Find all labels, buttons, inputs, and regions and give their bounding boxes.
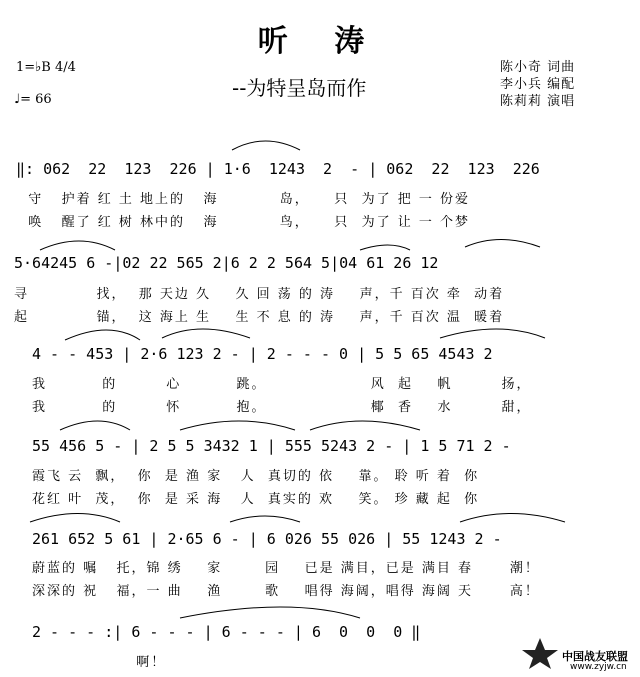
score-row-5-notes: 261 652 5 61 | 2·65 6 - | 6 026 55 026 | 55 1243 2 - [32,530,502,548]
score-row-3-notes: 4 - - 453 | 2·6 123 2 - | 2 - - - 0 | 5 5 65 4543 2 [32,345,493,363]
score-row-1-notes: ‖: 062 22 123 226 | 1·6 1243 2 - | 062 22 123 226 [16,160,540,178]
score-row-4-notes: 55 456 5 - | 2 5 5 3432 1 | 555 5243 2 - | 1 5 71 2 - [32,437,511,455]
score-row-6-notes: 2 - - - :| 6 - - - | 6 - - - | 6 0 0 0 ‖ [32,623,421,641]
tempo-marking: ♩= 66 [14,92,52,107]
score-row-3-lyrics-verse2: 我 的 怀 抱。 椰 香 水 甜， [32,400,532,415]
credit-singer: 陈莉莉 演唱 [500,94,576,109]
score-row-2-lyrics-verse2: 起 锚， 这 海上 生 生 不 息 的 涛 声，千 百次 温 暖着 [14,310,505,325]
song-subtitle: --为特呈岛而作 [232,76,367,100]
logo-text: 中国战友联盟 [562,650,628,663]
score-row-5-lyrics-verse1: 蔚蓝的 嘱 托，锦 绣 家 园 已是 满目，已是 满目 春 潮！ [32,561,540,576]
score-row-2-notes: 5·64245 6 -|02 22 565 2|6 2 2 564 5|04 61 26 12 [14,254,439,272]
score-row-3-lyrics-verse1: 我 的 心 跳。 风 起 帆 扬， [32,377,532,392]
score-row-1-lyrics-verse2: 唤 醒了 红 树 林中的 海 鸟， 只 为了 让 一 个梦 [16,215,470,230]
score-row-1-lyrics-verse1: 守 护着 红 土 地上的 海 岛， 只 为了 把 一 份爱 [16,192,470,207]
score-row-4-lyrics-verse2: 花红 叶 茂， 你 是 采 海 人 真实的 欢 笑。 珍 藏 起 你 [32,492,480,507]
credit-arranger: 李小兵 编配 [500,77,576,92]
song-title: 听 涛 [257,24,383,59]
score-row-6-lyrics-verse1: 啊！ [32,655,167,670]
score-row-4-lyrics-verse1: 霞飞 云 飘， 你 是 渔 家 人 真切的 依 靠。 聆 听 着 你 [32,469,480,484]
key-signature: 1=♭B 4/4 [16,60,76,75]
logo-url: www.zyjw.cn [570,662,627,672]
credit-lyricist-composer: 陈小奇 词曲 [500,60,576,75]
score-row-5-lyrics-verse2: 深深的 祝 福，一 曲 渔 歌 唱得 海阔，唱得 海阔 天 高！ [32,584,540,599]
score-row-2-lyrics-verse1: 寻 找， 那 天边 久 久 回 荡 的 涛 声，千 百次 牵 动着 [14,287,505,302]
star-logo-icon [520,636,560,670]
